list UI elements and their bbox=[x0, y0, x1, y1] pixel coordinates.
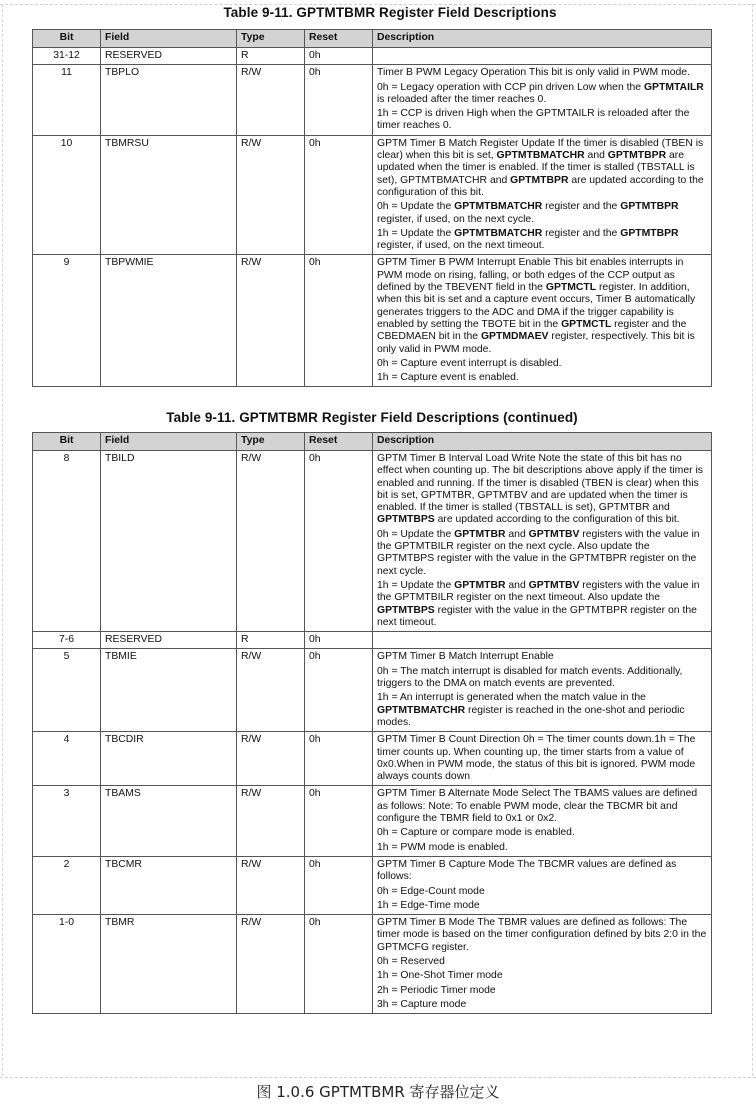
header-reset: Reset bbox=[305, 30, 373, 48]
reset-cell: 0h bbox=[305, 786, 373, 856]
field-cell: TBAMS bbox=[101, 786, 237, 856]
description-paragraph: 0h = Capture or compare mode is enabled. bbox=[377, 827, 575, 839]
description-paragraph: 1h = Edge-Time mode bbox=[377, 899, 480, 911]
type-cell: R/W bbox=[237, 786, 305, 856]
table-row bbox=[33, 65, 712, 135]
description-paragraph: 1h = Update the GPTMTBR and GPTMTBV registers with the value in the GPTMTBILR register on the next timeout. Also update the GPTMTBPS register with the value in the GPTMTBPR register on the next timeout. bbox=[377, 579, 700, 628]
description-paragraph: 1h = One-Shot Timer mode bbox=[377, 970, 503, 982]
table-row bbox=[33, 786, 712, 856]
register-field-table bbox=[32, 29, 712, 387]
header-field: Field bbox=[101, 30, 237, 48]
table-row bbox=[33, 135, 712, 255]
reset-cell: 0h bbox=[305, 732, 373, 786]
bit-cell: 9 bbox=[33, 255, 101, 387]
table-row bbox=[33, 255, 712, 387]
bit-cell: 10 bbox=[33, 135, 101, 255]
description-cell bbox=[373, 732, 712, 786]
field-cell: TBMR bbox=[101, 915, 237, 1014]
field-cell: RESERVED bbox=[101, 48, 237, 65]
description-paragraph: 0h = Capture event interrupt is disabled. bbox=[377, 357, 562, 369]
description-cell bbox=[373, 451, 712, 632]
description-paragraph: GPTM Timer B Match Register Update If the timer is disabled (TBEN is clear) when this bit is set, GPTMTBMATCHR and GPTMTBPR are updated when the timer is enabled. If the timer is stalled (TBSTALL is set), GPTMTBMATCHR and GPTMTBPR are updated according to the configuration of this bit. bbox=[377, 137, 704, 198]
description-cell bbox=[373, 856, 712, 914]
description-paragraph: 1h = Update the GPTMTBMATCHR register and the GPTMTBPR register, if used, on the next timeout. bbox=[377, 227, 679, 252]
bit-cell: 1-0 bbox=[33, 915, 101, 1014]
bit-cell: 31-12 bbox=[33, 48, 101, 65]
reset-cell: 0h bbox=[305, 649, 373, 732]
description-paragraph: GPTM Timer B Alternate Mode Select The TBAMS values are defined as follows: Note: To enable PWM mode, clear the TBCMR bit and configure the TBMR field to 0x1 or 0x2. bbox=[377, 788, 698, 825]
description-paragraph: 0h = Update the GPTMTBMATCHR register and the GPTMTBPR register, if used, on the next cycle. bbox=[377, 201, 679, 225]
type-cell: R/W bbox=[237, 649, 305, 732]
bit-cell: 2 bbox=[33, 856, 101, 914]
field-cell: TBMRSU bbox=[101, 135, 237, 255]
table-row bbox=[33, 856, 712, 914]
type-cell: R bbox=[237, 632, 305, 649]
header-type: Type bbox=[237, 30, 305, 48]
description-paragraph: GPTM Timer B Match Interrupt Enable bbox=[377, 651, 554, 663]
description-paragraph: GPTM Timer B Capture Mode The TBCMR values are defined as follows: bbox=[377, 858, 677, 883]
description-cell bbox=[373, 915, 712, 1014]
header-reset: Reset bbox=[305, 433, 373, 451]
description-paragraph: 1h = An interrupt is generated when the match value in the GPTMTBMATCHR register is reached in the one-shot and periodic modes. bbox=[377, 692, 685, 728]
description-paragraph: 0h = Edge-Count mode bbox=[377, 885, 485, 897]
field-cell: TBILD bbox=[101, 451, 237, 632]
bit-cell: 3 bbox=[33, 786, 101, 856]
table-row bbox=[33, 732, 712, 786]
description-cell bbox=[373, 65, 712, 135]
reset-cell: 0h bbox=[305, 255, 373, 387]
description-cell bbox=[373, 135, 712, 255]
description-paragraph: 1h = PWM mode is enabled. bbox=[377, 841, 508, 853]
header-type: Type bbox=[237, 433, 305, 451]
bit-cell: 5 bbox=[33, 649, 101, 732]
field-cell: TBPWMIE bbox=[101, 255, 237, 387]
description-cell bbox=[373, 786, 712, 856]
field-cell: TBCMR bbox=[101, 856, 237, 914]
reset-cell: 0h bbox=[305, 65, 373, 135]
reset-cell: 0h bbox=[305, 135, 373, 255]
description-paragraph: 0h = Reserved bbox=[377, 955, 445, 967]
table-header-row bbox=[33, 30, 712, 48]
table-row bbox=[33, 451, 712, 632]
header-field: Field bbox=[101, 433, 237, 451]
description-paragraph: GPTM Timer B PWM Interrupt Enable This bit enables interrupts in PWM mode on rising, falling, or both edges of the CCP output as defined by the TBEVENT field in the GPTMCTL register. In addition, when this bit is set and a capture event occurs, Timer B automatically generates triggers to the ADC and DMA if the trigger capability is enabled by setting the TBOTE bit in the GPTMCTL register and the CBEDMAEN bit in the GPTMDMAEV register, respectively. This bit is only valid in PWM mode. bbox=[377, 257, 696, 355]
field-cell: TBPLO bbox=[101, 65, 237, 135]
description-cell bbox=[373, 48, 712, 65]
description-paragraph: 0h = The match interrupt is disabled for match events. Additionally, triggers to the DMA on match events are prevented. bbox=[377, 665, 683, 690]
field-cell: TBMIE bbox=[101, 649, 237, 732]
register-field-table-continued bbox=[32, 432, 712, 1014]
table-header-row bbox=[33, 433, 712, 451]
bit-cell: 7-6 bbox=[33, 632, 101, 649]
description-cell bbox=[373, 632, 712, 649]
page-border-bottom bbox=[0, 1077, 756, 1078]
table-title-continued: Table 9-11. GPTMTBMR Register Field Descriptions (continued) bbox=[166, 410, 578, 425]
description-paragraph: GPTM Timer B Mode The TBMR values are defined as follows: The timer mode is based on the timer configuration defined by bits 2:0 in the GPTMCFG register. bbox=[377, 917, 707, 953]
description-paragraph: 1h = CCP is driven High when the GPTMTAILR is reloaded after the timer reaches 0. bbox=[377, 108, 690, 132]
reset-cell: 0h bbox=[305, 48, 373, 65]
description-paragraph: 3h = Capture mode bbox=[377, 998, 467, 1010]
header-bit: Bit bbox=[33, 30, 101, 48]
type-cell: R/W bbox=[237, 135, 305, 255]
table-row bbox=[33, 649, 712, 732]
reset-cell: 0h bbox=[305, 632, 373, 649]
description-paragraph: 0h = Update the GPTMTBR and GPTMTBV registers with the value in the GPTMTBILR register on the next cycle. Also update the GPTMTBPS register with the value in the GPTMTBPR register on the next cycle. bbox=[377, 528, 700, 577]
table-row bbox=[33, 48, 712, 65]
type-cell: R/W bbox=[237, 255, 305, 387]
header-description: Description bbox=[373, 433, 712, 451]
reset-cell: 0h bbox=[305, 915, 373, 1014]
description-paragraph: GPTM Timer B Interval Load Write Note the state of this bit has no effect when counting up. The bit descriptions above apply if the timer is enabled and running. If the timer is disabled (TBEN is clear) when this bit is set, GPTMTBR, GPTMTBV and are updated when the timer is enabled. If the timer is stalled (TBSTALL is set), GPTMTBR and GPTMTBPS are updated according to the configuration of this bit. bbox=[377, 453, 703, 526]
description-paragraph: Timer B PWM Legacy Operation This bit is only valid in PWM mode. bbox=[377, 67, 690, 79]
description-paragraph: 1h = Capture event is enabled. bbox=[377, 372, 519, 384]
field-cell: RESERVED bbox=[101, 632, 237, 649]
reset-cell: 0h bbox=[305, 856, 373, 914]
description-paragraph: 2h = Periodic Timer mode bbox=[377, 984, 496, 996]
description-cell bbox=[373, 649, 712, 732]
bit-cell: 4 bbox=[33, 732, 101, 786]
type-cell: R bbox=[237, 48, 305, 65]
bit-cell: 11 bbox=[33, 65, 101, 135]
header-description: Description bbox=[373, 30, 712, 48]
type-cell: R/W bbox=[237, 915, 305, 1014]
type-cell: R/W bbox=[237, 451, 305, 632]
description-cell bbox=[373, 255, 712, 387]
page-border-left bbox=[2, 4, 3, 1076]
description-paragraph: 0h = Legacy operation with CCP pin driven Low when the GPTMTAILR is reloaded after the timer reaches 0. bbox=[377, 81, 704, 105]
page-border-right bbox=[752, 4, 753, 1076]
table-row bbox=[33, 915, 712, 1014]
field-cell: TBCDIR bbox=[101, 732, 237, 786]
type-cell: R/W bbox=[237, 732, 305, 786]
type-cell: R/W bbox=[237, 856, 305, 914]
table-row bbox=[33, 632, 712, 649]
type-cell: R/W bbox=[237, 65, 305, 135]
bit-cell: 8 bbox=[33, 451, 101, 632]
table-title: Table 9-11. GPTMTBMR Register Field Descriptions bbox=[223, 5, 557, 20]
reset-cell: 0h bbox=[305, 451, 373, 632]
header-bit: Bit bbox=[33, 433, 101, 451]
figure-caption: 图 1.0.6 GPTMTBMR 寄存器位定义 bbox=[256, 1083, 500, 1101]
description-paragraph: GPTM Timer B Count Direction 0h = The timer counts down.1h = The timer counts up. When counting up, the timer starts from a value of 0x0.When in PWM mode, the status of this bit is ignored. PWM mode always counts down bbox=[377, 734, 696, 783]
